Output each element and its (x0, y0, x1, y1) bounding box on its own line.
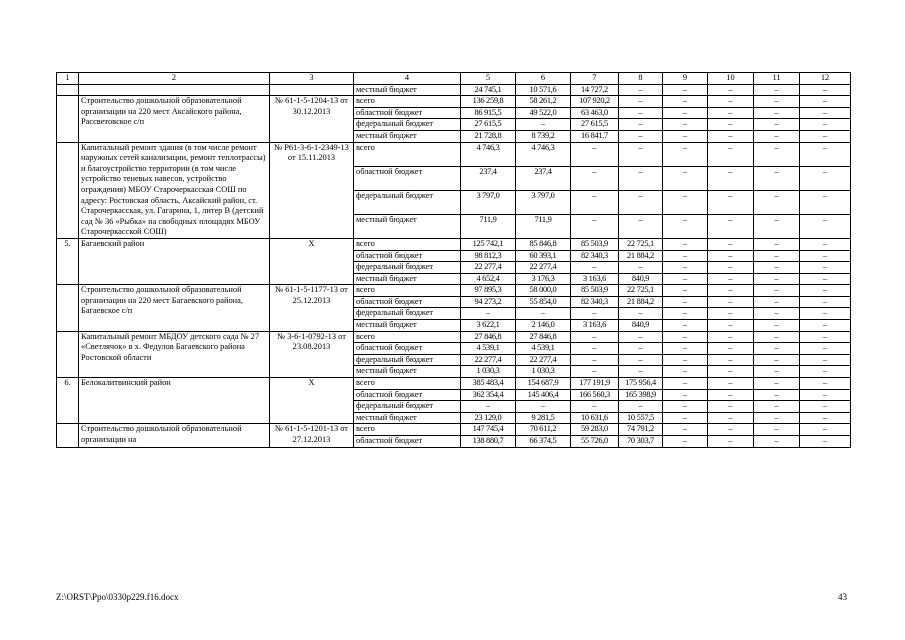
value-cell: – (754, 214, 800, 238)
value-cell: – (619, 119, 663, 131)
value-cell: – (708, 214, 754, 238)
column-number-8: 8 (619, 73, 663, 85)
value-cell: – (663, 378, 708, 390)
value-cell: – (754, 424, 800, 436)
funding-source-cell: всего (354, 238, 461, 250)
column-number-12: 12 (800, 73, 851, 85)
value-cell: 3 163,6 (571, 320, 619, 332)
funding-source-cell: всего (354, 142, 461, 166)
value-cell: – (800, 401, 851, 413)
value-cell: – (571, 262, 619, 274)
value-cell: 136 259,8 (461, 96, 516, 108)
table-row (57, 285, 851, 297)
value-cell: – (800, 412, 851, 424)
value-cell: – (708, 308, 754, 320)
funding-source-cell: местный бюджет (354, 273, 461, 285)
value-cell: – (708, 119, 754, 131)
value-cell: – (754, 354, 800, 366)
value-cell: – (800, 320, 851, 332)
value-cell: 59 283,0 (571, 424, 619, 436)
value-cell: – (800, 389, 851, 401)
item-number-cell (57, 96, 79, 142)
value-cell: 58 000,0 (516, 285, 571, 297)
value-cell: – (571, 354, 619, 366)
column-number-3: 3 (270, 73, 354, 85)
value-cell: – (708, 285, 754, 297)
object-name-cell: Строительство дошкольной образовательной организации на 220 мест Багаевского района, Багаевское с/п (79, 285, 270, 331)
funding-source-cell: всего (354, 331, 461, 343)
value-cell: – (663, 296, 708, 308)
value-cell: – (754, 343, 800, 355)
value-cell: 22 277,4 (461, 354, 516, 366)
value-cell: 70 303,7 (619, 436, 663, 448)
value-cell: – (663, 354, 708, 366)
funding-source-cell: областной бюджет (354, 107, 461, 119)
document-ref-cell: № Р61-3-6-1-2349-13 от 15.11.2013 (270, 142, 354, 238)
funding-source-cell: областной бюджет (354, 436, 461, 448)
value-cell: 16 841,7 (571, 130, 619, 142)
item-number-cell (57, 331, 79, 377)
document-ref-cell: Х (270, 238, 354, 284)
value-cell: – (663, 401, 708, 413)
value-cell: 66 374,5 (516, 436, 571, 448)
value-cell: – (754, 142, 800, 166)
value-cell: 2 146,0 (516, 320, 571, 332)
footer-file-path: Z:\ORST\Ppo\0330p229.f16.docx (56, 592, 179, 602)
value-cell: 145 406,4 (516, 389, 571, 401)
value-cell: – (754, 378, 800, 390)
value-cell: – (619, 262, 663, 274)
document-ref-cell: № 3-6-1-0792-13 от 23.08.2013 (270, 331, 354, 377)
value-cell: – (754, 296, 800, 308)
value-cell: – (800, 250, 851, 262)
value-cell: 840,9 (619, 273, 663, 285)
value-cell: – (800, 343, 851, 355)
funding-source-cell: областной бюджет (354, 250, 461, 262)
value-cell: – (663, 308, 708, 320)
item-number-cell: 6. (57, 378, 79, 424)
funding-source-cell: местный бюджет (354, 214, 461, 238)
column-number-7: 7 (571, 73, 619, 85)
funding-source-cell: федеральный бюджет (354, 401, 461, 413)
value-cell: – (663, 262, 708, 274)
value-cell: 85 503,9 (571, 285, 619, 297)
value-cell: 1 030,3 (461, 366, 516, 378)
value-cell: – (708, 142, 754, 166)
funding-source-cell: областной бюджет (354, 343, 461, 355)
value-cell: – (708, 412, 754, 424)
value-cell: 147 745,4 (461, 424, 516, 436)
value-cell: 711,9 (516, 214, 571, 238)
value-cell: – (619, 107, 663, 119)
value-cell: 82 340,3 (571, 296, 619, 308)
table-row (57, 96, 851, 108)
value-cell: – (800, 424, 851, 436)
value-cell: 107 920,2 (571, 96, 619, 108)
value-cell: 1 030,3 (516, 366, 571, 378)
funding-source-cell: областной бюджет (354, 389, 461, 401)
value-cell: – (800, 166, 851, 190)
value-cell: – (663, 142, 708, 166)
value-cell: – (754, 166, 800, 190)
value-cell: – (516, 119, 571, 131)
value-cell: – (708, 378, 754, 390)
funding-source-cell: федеральный бюджет (354, 308, 461, 320)
value-cell: 3 622,1 (461, 320, 516, 332)
value-cell: – (708, 130, 754, 142)
value-cell: – (800, 190, 851, 214)
value-cell: – (663, 389, 708, 401)
table-row (57, 238, 851, 250)
value-cell: – (571, 166, 619, 190)
object-name-cell: Белокалитвинский район (79, 378, 270, 424)
column-number-6: 6 (516, 73, 571, 85)
value-cell: 125 742,1 (461, 238, 516, 250)
value-cell: 70 611,2 (516, 424, 571, 436)
table-row (57, 142, 851, 166)
column-number-5: 5 (461, 73, 516, 85)
value-cell: – (708, 296, 754, 308)
value-cell: – (754, 130, 800, 142)
value-cell: 85 846,8 (516, 238, 571, 250)
document-ref-cell (270, 84, 354, 96)
value-cell: – (663, 166, 708, 190)
value-cell: 24 745,1 (461, 84, 516, 96)
funding-source-cell: местный бюджет (354, 320, 461, 332)
value-cell: – (708, 166, 754, 190)
item-number-cell (57, 142, 79, 238)
value-cell: 60 393,1 (516, 250, 571, 262)
value-cell: – (754, 250, 800, 262)
value-cell: 23 129,0 (461, 412, 516, 424)
value-cell: 3 797,0 (516, 190, 571, 214)
table-row (57, 424, 851, 436)
object-name-cell: Строительство дошкольной образовательной организации на 220 мест Аксайского района, Рассветовское с/п (79, 96, 270, 142)
column-number-11: 11 (754, 73, 800, 85)
funding-source-cell: областной бюджет (354, 296, 461, 308)
value-cell: – (571, 401, 619, 413)
value-cell: 154 687,9 (516, 378, 571, 390)
value-cell: 27 615,5 (571, 119, 619, 131)
funding-source-cell: всего (354, 285, 461, 297)
item-number-cell (57, 285, 79, 331)
value-cell: – (619, 343, 663, 355)
value-cell: – (663, 84, 708, 96)
funding-source-cell: местный бюджет (354, 130, 461, 142)
item-number-cell: 5. (57, 238, 79, 284)
funding-source-cell: местный бюджет (354, 366, 461, 378)
value-cell: 4 539,1 (516, 343, 571, 355)
value-cell: 4 746,3 (516, 142, 571, 166)
value-cell: 63 463,0 (571, 107, 619, 119)
value-cell: – (663, 436, 708, 448)
value-cell: – (800, 366, 851, 378)
funding-source-cell: федеральный бюджет (354, 119, 461, 131)
value-cell: – (754, 331, 800, 343)
column-number-10: 10 (708, 73, 754, 85)
value-cell: – (619, 354, 663, 366)
document-ref-cell: № 61-1-5-1177-13 от 25.12.2013 (270, 285, 354, 331)
value-cell: 27 615,5 (461, 119, 516, 131)
funding-source-cell: федеральный бюджет (354, 354, 461, 366)
value-cell: – (619, 84, 663, 96)
value-cell: – (708, 273, 754, 285)
value-cell: – (571, 190, 619, 214)
value-cell: 4 746,3 (461, 142, 516, 166)
column-number-2: 2 (79, 73, 270, 85)
value-cell: – (708, 238, 754, 250)
value-cell: – (800, 214, 851, 238)
value-cell: – (571, 214, 619, 238)
value-cell: – (619, 366, 663, 378)
value-cell: – (800, 262, 851, 274)
value-cell: – (754, 107, 800, 119)
table-row (57, 84, 851, 96)
value-cell: – (754, 273, 800, 285)
value-cell: – (461, 401, 516, 413)
value-cell: 22 725,1 (619, 285, 663, 297)
value-cell: – (619, 96, 663, 108)
value-cell: – (619, 166, 663, 190)
value-cell: – (800, 273, 851, 285)
value-cell: 27 846,8 (516, 331, 571, 343)
value-cell: 58 261,2 (516, 96, 571, 108)
value-cell: – (800, 96, 851, 108)
column-number-9: 9 (663, 73, 708, 85)
value-cell: – (754, 190, 800, 214)
value-cell: 4 539,1 (461, 343, 516, 355)
value-cell: – (708, 354, 754, 366)
value-cell: 22 277,4 (461, 262, 516, 274)
funding-source-cell: местный бюджет (354, 84, 461, 96)
value-cell: – (800, 107, 851, 119)
value-cell: 21 884,2 (619, 250, 663, 262)
funding-source-cell: всего (354, 424, 461, 436)
value-cell: – (619, 190, 663, 214)
value-cell: 3 176,3 (516, 273, 571, 285)
value-cell: 237,4 (461, 166, 516, 190)
value-cell: – (663, 331, 708, 343)
value-cell: – (663, 343, 708, 355)
value-cell: – (708, 389, 754, 401)
value-cell: – (619, 401, 663, 413)
value-cell: – (800, 130, 851, 142)
value-cell: – (754, 96, 800, 108)
value-cell: 22 725,1 (619, 238, 663, 250)
document-ref-cell: № 61-1-5-1204-13 от 30.12.2013 (270, 96, 354, 142)
value-cell: – (663, 107, 708, 119)
value-cell: – (800, 354, 851, 366)
value-cell: – (663, 214, 708, 238)
value-cell: – (708, 96, 754, 108)
value-cell: 55 726,0 (571, 436, 619, 448)
table-body (57, 73, 851, 448)
value-cell: – (754, 366, 800, 378)
item-number-cell (57, 84, 79, 96)
value-cell: – (571, 331, 619, 343)
value-cell: – (663, 285, 708, 297)
value-cell: – (708, 331, 754, 343)
value-cell: 21 728,8 (461, 130, 516, 142)
value-cell: 385 483,4 (461, 378, 516, 390)
value-cell: 22 277,4 (516, 262, 571, 274)
value-cell: – (663, 273, 708, 285)
value-cell: – (619, 308, 663, 320)
value-cell: – (754, 119, 800, 131)
value-cell: – (663, 250, 708, 262)
object-name-cell (79, 84, 270, 96)
value-cell: – (754, 238, 800, 250)
value-cell: 9 281,5 (516, 412, 571, 424)
value-cell: – (754, 389, 800, 401)
value-cell: – (800, 142, 851, 166)
value-cell: – (708, 343, 754, 355)
value-cell: – (754, 285, 800, 297)
value-cell: 27 846,8 (461, 331, 516, 343)
value-cell: 82 340,3 (571, 250, 619, 262)
object-name-cell: Капитальный ремонт МБДОУ детского сада № 27 «Светлячок» в х. Федулов Багаевского района Ростовской области (79, 331, 270, 377)
column-number-4: 4 (354, 73, 461, 85)
table-row (57, 378, 851, 390)
funding-source-cell: местный бюджет (354, 412, 461, 424)
value-cell: – (800, 238, 851, 250)
value-cell: – (754, 320, 800, 332)
value-cell: 85 503,9 (571, 238, 619, 250)
value-cell: – (800, 436, 851, 448)
value-cell: – (663, 424, 708, 436)
funding-source-cell: областной бюджет (354, 166, 461, 190)
value-cell: 166 560,3 (571, 389, 619, 401)
value-cell: 49 522,0 (516, 107, 571, 119)
object-name-cell: Капитальный ремонт здания (в том числе ремонт наружных сетей канализации, ремонт теплотрассы) и благоустройство территории (в том числе устройство теневых навесов, устройство ограждения) МБОУ Старочеркасская СОШ по адресу: Ростовская область, Аксайский район, ст. Старочеркасская, ул. Гагарина, 1, литер В (детский сад № 36 «Рыбка» на свободных площадях МБОУ Старочеркасской СОШ) (79, 142, 270, 238)
value-cell: – (571, 366, 619, 378)
value-cell: 21 884,2 (619, 296, 663, 308)
value-cell: 94 273,2 (461, 296, 516, 308)
value-cell: – (754, 262, 800, 274)
value-cell: – (800, 84, 851, 96)
value-cell: – (663, 119, 708, 131)
value-cell: 8 739,2 (516, 130, 571, 142)
value-cell: 165 398,9 (619, 389, 663, 401)
value-cell: 138 880,7 (461, 436, 516, 448)
value-cell: – (800, 308, 851, 320)
value-cell: – (516, 401, 571, 413)
value-cell: 86 915,5 (461, 107, 516, 119)
value-cell: 711,9 (461, 214, 516, 238)
column-number-1: 1 (57, 73, 79, 85)
value-cell: – (663, 320, 708, 332)
value-cell: 10 571,6 (516, 84, 571, 96)
value-cell: 237,4 (516, 166, 571, 190)
value-cell: 97 895,3 (461, 285, 516, 297)
value-cell: 4 652,4 (461, 273, 516, 285)
value-cell: 22 277,4 (516, 354, 571, 366)
value-cell: – (800, 296, 851, 308)
funding-source-cell: всего (354, 96, 461, 108)
table-row (57, 331, 851, 343)
object-name-cell: Строительство дошкольной образовательной организации на (79, 424, 270, 447)
value-cell: 3 797,0 (461, 190, 516, 214)
value-cell: – (663, 96, 708, 108)
value-cell: 74 791,2 (619, 424, 663, 436)
value-cell: 55 854,0 (516, 296, 571, 308)
value-cell: 10 557,5 (619, 412, 663, 424)
value-cell: – (754, 84, 800, 96)
page-number: 43 (838, 592, 847, 602)
value-cell: – (754, 308, 800, 320)
value-cell: – (571, 343, 619, 355)
value-cell: – (461, 308, 516, 320)
value-cell: – (663, 366, 708, 378)
value-cell: – (619, 142, 663, 166)
value-cell: 177 191,9 (571, 378, 619, 390)
value-cell: 3 163,6 (571, 273, 619, 285)
funding-source-cell: федеральный бюджет (354, 262, 461, 274)
value-cell: – (754, 401, 800, 413)
value-cell: – (516, 308, 571, 320)
value-cell: – (708, 366, 754, 378)
value-cell: – (663, 190, 708, 214)
value-cell: – (708, 84, 754, 96)
value-cell: 10 631,6 (571, 412, 619, 424)
value-cell: – (708, 262, 754, 274)
value-cell: – (708, 250, 754, 262)
value-cell: – (571, 308, 619, 320)
value-cell: – (663, 130, 708, 142)
value-cell: – (663, 412, 708, 424)
value-cell: – (663, 238, 708, 250)
value-cell: 840,9 (619, 320, 663, 332)
document-ref-cell: Х (270, 378, 354, 424)
value-cell: – (619, 130, 663, 142)
value-cell: – (708, 401, 754, 413)
budget-table (56, 72, 851, 448)
value-cell: – (754, 436, 800, 448)
value-cell: 175 956,4 (619, 378, 663, 390)
value-cell: – (800, 285, 851, 297)
column-number-row (57, 73, 851, 85)
value-cell: – (754, 412, 800, 424)
value-cell: 98 812,3 (461, 250, 516, 262)
value-cell: – (619, 331, 663, 343)
funding-source-cell: федеральный бюджет (354, 190, 461, 214)
item-number-cell (57, 424, 79, 447)
object-name-cell: Багаевский район (79, 238, 270, 284)
value-cell: – (708, 424, 754, 436)
value-cell: 14 727,2 (571, 84, 619, 96)
value-cell: – (708, 190, 754, 214)
value-cell: – (708, 107, 754, 119)
value-cell: 362 354,4 (461, 389, 516, 401)
value-cell: – (571, 142, 619, 166)
funding-source-cell: всего (354, 378, 461, 390)
value-cell: – (708, 436, 754, 448)
value-cell: – (800, 119, 851, 131)
value-cell: – (619, 214, 663, 238)
value-cell: – (800, 378, 851, 390)
document-ref-cell: № 61-1-5-1201-13 от 27.12.2013 (270, 424, 354, 447)
value-cell: – (708, 320, 754, 332)
value-cell: – (800, 331, 851, 343)
